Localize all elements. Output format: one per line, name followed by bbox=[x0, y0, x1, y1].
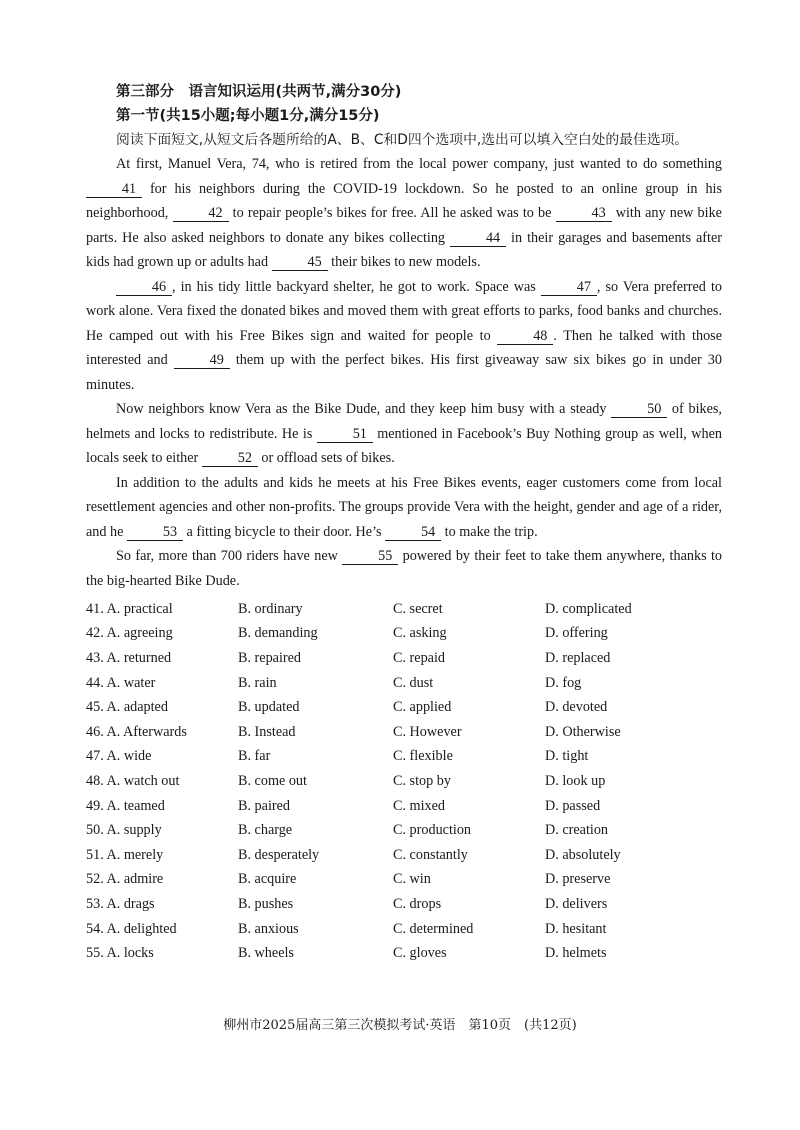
option-choice: D. delivers bbox=[545, 895, 608, 912]
option-row bbox=[86, 769, 722, 794]
passage-text: . Then he talked with those interested and bbox=[86, 327, 722, 368]
option-choice: 52. A. admire bbox=[86, 871, 164, 888]
blank-50: 50 bbox=[611, 402, 667, 418]
passage-text: their bikes to new models. bbox=[327, 254, 481, 270]
option-choice: C. gloves bbox=[393, 945, 447, 962]
option-row bbox=[86, 695, 722, 720]
passage-paragraph bbox=[86, 275, 722, 398]
option-choice: 45. A. adapted bbox=[86, 699, 168, 716]
option-choice: B. demanding bbox=[238, 625, 318, 642]
passage-text: or offload sets of bikes. bbox=[257, 450, 395, 466]
option-choice: D. creation bbox=[545, 822, 609, 839]
option-choice: D. helmets bbox=[545, 945, 607, 962]
blank-44: 44 bbox=[450, 231, 506, 247]
option-choice: C. repaid bbox=[393, 649, 446, 666]
blank-47: 47 bbox=[541, 280, 597, 296]
option-choice: C. determined bbox=[393, 920, 474, 937]
passage-text: of bikes, helmets and locks to redistribute. He is bbox=[86, 401, 722, 442]
blank-53: 53 bbox=[127, 525, 183, 541]
option-choice: C. drops bbox=[393, 895, 442, 912]
option-choice: 53. A. drags bbox=[86, 895, 155, 912]
option-row bbox=[86, 868, 722, 893]
option-row bbox=[86, 622, 722, 647]
option-choice: B. wheels bbox=[238, 945, 294, 962]
option-row bbox=[86, 745, 722, 770]
option-choice: 55. A. locks bbox=[86, 945, 154, 962]
option-choice: D. devoted bbox=[545, 699, 608, 716]
option-choice: D. offering bbox=[545, 625, 608, 642]
option-choice: B. paired bbox=[238, 797, 291, 814]
option-choice: B. rain bbox=[238, 674, 277, 691]
option-choice: D. preserve bbox=[545, 871, 611, 888]
passage-text: with any new bike parts. He also asked neighbors to donate any bikes collecting bbox=[86, 205, 722, 246]
passage-text: , in his tidy little backyard shelter, he got to work. Space was bbox=[172, 278, 541, 295]
blank-54: 54 bbox=[385, 525, 441, 541]
passage-text: At first, Manuel Vera, 74, who is retired from the local power company, just wanted to do something bbox=[116, 156, 722, 172]
option-choice: D. Otherwise bbox=[545, 723, 621, 740]
option-choice: D. replaced bbox=[545, 649, 611, 666]
part-heading: 第三部分 语言知识运用(共两节,满分30分) bbox=[116, 84, 402, 100]
passage-paragraph bbox=[86, 152, 722, 275]
option-row bbox=[86, 843, 722, 868]
passage-text: , so Vera preferred to work alone. Vera fixed the donated bikes and moved them with great efforts to parks, food banks and churches. He camped out with his Free Bikes sign and waited for people to bbox=[86, 278, 722, 344]
option-row bbox=[86, 671, 722, 696]
option-choice: 50. A. supply bbox=[86, 822, 162, 839]
passage-paragraph bbox=[86, 544, 722, 593]
option-choice: B. updated bbox=[238, 699, 300, 716]
blank-46: 46 bbox=[116, 280, 172, 296]
option-choice: C. applied bbox=[393, 699, 452, 716]
option-row bbox=[86, 941, 722, 966]
option-choice: 46. A. Afterwards bbox=[86, 723, 187, 740]
option-choice: 47. A. wide bbox=[86, 748, 152, 765]
option-choice: 42. A. agreeing bbox=[86, 625, 173, 642]
option-choice: 41. A. practical bbox=[86, 600, 173, 617]
option-choice: C. stop by bbox=[393, 772, 451, 789]
option-choice: D. look up bbox=[545, 772, 606, 789]
option-choice: B. anxious bbox=[238, 920, 299, 937]
blank-49: 49 bbox=[174, 353, 230, 369]
option-choice: C. However bbox=[393, 723, 462, 740]
instruction-text: 阅读下面短文,从短文后各题所给的A、B、C和D四个选项中,选出可以填入空白处的最佳选项。 bbox=[116, 132, 689, 148]
cloze-passage bbox=[86, 152, 722, 593]
blank-43: 43 bbox=[556, 206, 612, 222]
answer-options bbox=[86, 597, 722, 966]
passage-text: them up with the perfect bikes. His first giveaway saw six bikes go in under 30 minutes. bbox=[86, 352, 722, 393]
option-choice: D. hesitant bbox=[545, 920, 607, 937]
option-choice: B. come out bbox=[238, 772, 307, 789]
option-choice: D. fog bbox=[545, 674, 582, 691]
option-choice: C. win bbox=[393, 871, 431, 888]
passage-text: Now neighbors know Vera as the Bike Dude, and they keep him busy with a steady bbox=[116, 401, 612, 417]
option-choice: B. charge bbox=[238, 822, 293, 839]
passage-text: to repair people’s bikes for free. All he asked was to be bbox=[228, 205, 556, 221]
option-choice: C. dust bbox=[393, 674, 434, 691]
blank-51: 51 bbox=[317, 427, 373, 443]
option-row bbox=[86, 818, 722, 843]
blank-45: 45 bbox=[272, 255, 328, 271]
blank-48: 48 bbox=[497, 329, 553, 345]
option-choice: B. far bbox=[238, 748, 271, 765]
option-choice: B. pushes bbox=[238, 895, 294, 912]
passage-paragraph bbox=[86, 397, 722, 471]
exam-page bbox=[86, 80, 722, 966]
option-choice: C. asking bbox=[393, 625, 447, 642]
option-choice: C. production bbox=[393, 822, 472, 839]
passage-text: to make the trip. bbox=[441, 523, 538, 540]
option-choice: 54. A. delighted bbox=[86, 920, 177, 937]
option-choice: D. absolutely bbox=[545, 846, 621, 863]
option-choice: 49. A. teamed bbox=[86, 797, 165, 814]
passage-text: in their garages and basements after kids had grown up or adults had bbox=[86, 229, 722, 270]
page-footer: 柳州市2025届高三第三次模拟考试·英语 第10页 (共12页) bbox=[223, 1018, 577, 1033]
option-choice: B. ordinary bbox=[238, 600, 303, 617]
passage-paragraph bbox=[86, 471, 722, 545]
option-choice: 48. A. watch out bbox=[86, 772, 180, 789]
option-row bbox=[86, 892, 722, 917]
blank-55: 55 bbox=[342, 549, 398, 565]
option-choice: B. repaired bbox=[238, 649, 302, 666]
passage-text: In addition to the adults and kids he meets at his Free Bikes events, eager customers come from local resettlement agencies and other non-profits. The groups provide Vera with the height, gender and age of a rider, and he bbox=[86, 474, 722, 540]
option-choice: C. secret bbox=[393, 600, 443, 617]
passage-text: a fitting bicycle to their door. He’s bbox=[182, 523, 386, 540]
blank-52: 52 bbox=[202, 451, 258, 467]
option-choice: 51. A. merely bbox=[86, 846, 164, 863]
option-row bbox=[86, 917, 722, 942]
blank-41: 41 bbox=[86, 182, 142, 198]
option-row bbox=[86, 720, 722, 745]
option-row bbox=[86, 794, 722, 819]
option-row bbox=[86, 597, 722, 622]
passage-text: for his neighbors during the COVID-19 lockdown. So he posted to an online group in his neighborhood, bbox=[86, 180, 722, 221]
option-choice: B. desperately bbox=[238, 846, 320, 863]
option-choice: C. flexible bbox=[393, 748, 453, 765]
option-choice: 43. A. returned bbox=[86, 649, 172, 666]
option-choice: D. complicated bbox=[545, 600, 632, 617]
option-choice: D. tight bbox=[545, 748, 589, 765]
blank-42: 42 bbox=[173, 206, 229, 222]
passage-text: mentioned in Facebook’s Buy Nothing group as well, when locals seek to either bbox=[86, 425, 723, 466]
passage-text: So far, more than 700 riders have new bbox=[116, 548, 343, 564]
option-choice: 44. A. water bbox=[86, 674, 156, 691]
option-choice: B. acquire bbox=[238, 871, 297, 888]
option-choice: C. constantly bbox=[393, 846, 468, 863]
option-row bbox=[86, 646, 722, 671]
section-heading: 第一节(共15小题;每小题1分,满分15分) bbox=[116, 108, 380, 124]
option-choice: D. passed bbox=[545, 797, 601, 814]
passage-text: powered by their feet to take them anywhere, thanks to the big-hearted Bike Dude. bbox=[86, 548, 722, 589]
option-choice: C. mixed bbox=[393, 797, 446, 814]
option-choice: B. Instead bbox=[238, 723, 296, 740]
